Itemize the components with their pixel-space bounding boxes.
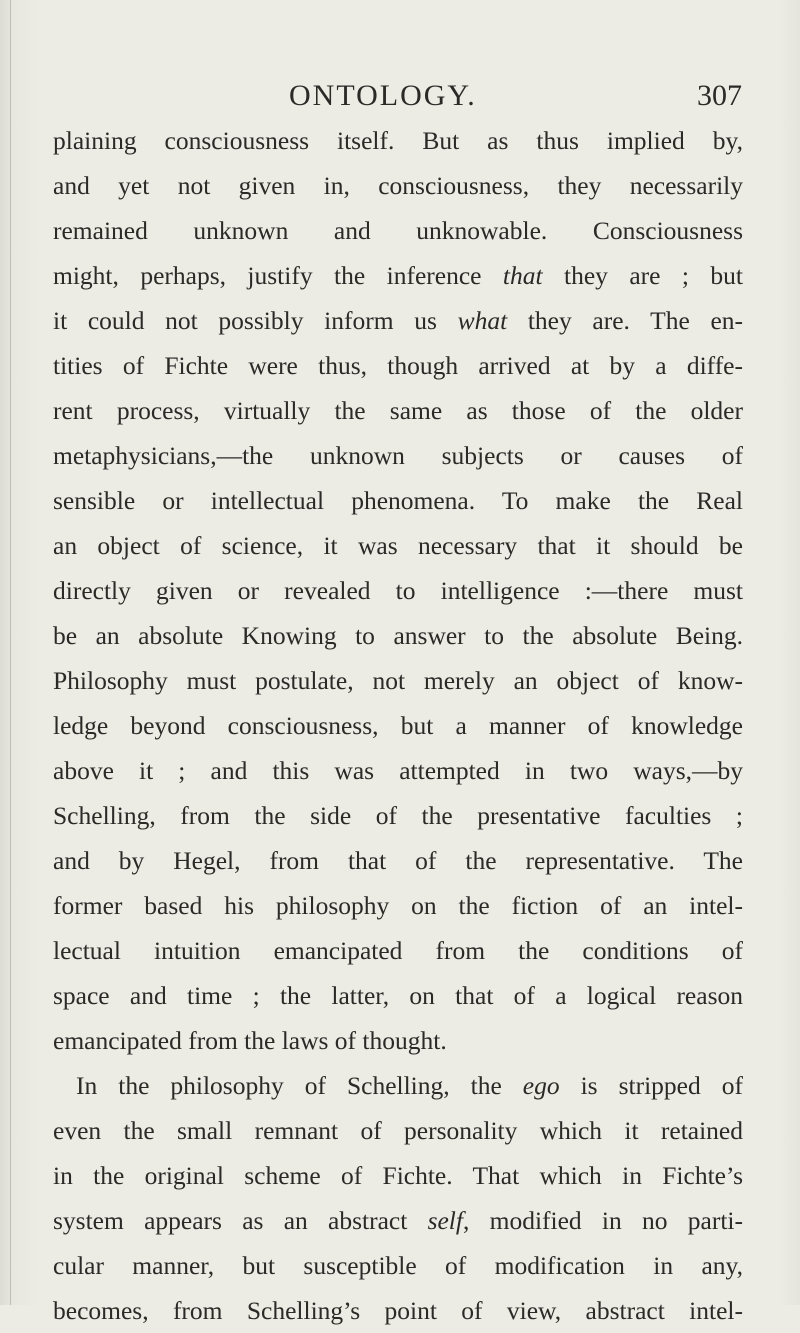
text-run: it could not possibly inform us bbox=[53, 306, 458, 335]
text-line bbox=[53, 1198, 743, 1243]
page-number: 307 bbox=[697, 79, 742, 112]
text-line bbox=[53, 253, 743, 298]
emphasis: ego bbox=[522, 1071, 560, 1100]
text-run: might, perhaps, justify the inference bbox=[53, 261, 503, 290]
text-line: and yet not given in, consciousness, they necessarily bbox=[53, 171, 743, 200]
text-line: directly given or revealed to intelligence :—there must bbox=[53, 576, 743, 605]
text-line: sensible or intellectual phenomena. To make the Real bbox=[53, 486, 743, 515]
text-line: in the original scheme of Fichte. That which in Fichte’s bbox=[53, 1161, 743, 1190]
text-line: be an absolute Knowing to answer to the absolute Being. bbox=[53, 621, 743, 650]
text-line: above it ; and this was attempted in two ways,—by bbox=[53, 756, 743, 785]
emphasis: that bbox=[502, 261, 543, 290]
text-run: they are ; but bbox=[542, 261, 743, 290]
emphasis: what bbox=[457, 306, 508, 335]
text-line: cular manner, but susceptible of modification in any, bbox=[53, 1251, 743, 1280]
text-line: Philosophy must postulate, not merely an object of know- bbox=[53, 666, 743, 695]
text-line: Schelling, from the side of the presentative faculties ; bbox=[53, 801, 743, 830]
text-line: emancipated from the laws of thought. bbox=[53, 1026, 447, 1055]
running-head-title: ONTOLOGY. bbox=[289, 79, 477, 112]
text-line: metaphysicians,—the unknown subjects or causes of bbox=[53, 441, 743, 470]
text-run: they are. The en- bbox=[507, 306, 743, 335]
text-line: plaining consciousness itself. But as thus implied by, bbox=[53, 126, 743, 155]
text-line bbox=[53, 1063, 743, 1108]
text-line: an object of science, it was necessary that it should be bbox=[53, 531, 743, 560]
emphasis: self bbox=[427, 1206, 463, 1235]
text-line: becomes, from Schelling’s point of view, abstract intel- bbox=[53, 1296, 743, 1325]
page-gutter-edge bbox=[10, 0, 11, 1305]
text-line: ledge beyond consciousness, but a manner of knowledge bbox=[53, 711, 743, 740]
text-line: former based his philosophy on the fiction of an intel- bbox=[53, 891, 743, 920]
text-line: remained unknown and unknowable. Consciousness bbox=[53, 216, 743, 245]
text-run: In the philosophy of Schelling, the bbox=[76, 1071, 523, 1100]
text-line: space and time ; the latter, on that of a logical reason bbox=[53, 981, 743, 1010]
body-text bbox=[53, 118, 743, 1333]
running-head bbox=[0, 78, 800, 114]
text-run: system appears as an abstract bbox=[53, 1206, 428, 1235]
text-line: rent process, virtually the same as those of the older bbox=[53, 396, 743, 425]
text-line: lectual intuition emancipated from the conditions of bbox=[53, 936, 743, 965]
text-run: is stripped of bbox=[559, 1071, 743, 1100]
text-line: even the small remnant of personality which it retained bbox=[53, 1116, 743, 1145]
text-line bbox=[53, 298, 743, 343]
text-line: and by Hegel, from that of the representative. The bbox=[53, 846, 743, 875]
text-line: tities of Fichte were thus, though arrived at by a diffe- bbox=[53, 351, 743, 380]
text-run: , modified in no parti- bbox=[462, 1206, 743, 1235]
